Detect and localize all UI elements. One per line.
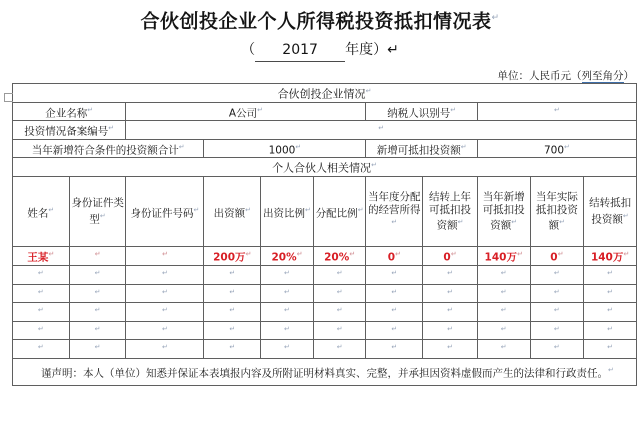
cell-id-number[interactable] bbox=[126, 303, 204, 322]
pilcrow-mark: ↵ bbox=[161, 324, 168, 333]
pilcrow-mark: ↵ bbox=[37, 306, 44, 315]
cell-contribution-amount[interactable] bbox=[204, 284, 261, 303]
year-line bbox=[0, 39, 640, 62]
enterprise-name-value[interactable] bbox=[126, 102, 366, 121]
pilcrow-mark: ↵ bbox=[336, 324, 343, 333]
cell-new-deductible[interactable] bbox=[477, 321, 530, 340]
cell-new-deductible[interactable] bbox=[477, 266, 530, 285]
pilcrow-mark: ↵ bbox=[284, 287, 290, 296]
column-header-carryover-prior-deductible-text: 结转上年可抵扣投资额 bbox=[429, 191, 472, 232]
unit-note bbox=[0, 69, 640, 83]
record-number-row bbox=[13, 121, 637, 140]
column-header-id-type-text: 身份证件类型 bbox=[71, 197, 124, 226]
pilcrow-mark: ↵ bbox=[447, 343, 453, 352]
column-header-distributed-income bbox=[366, 177, 423, 247]
taxpayer-id-value[interactable] bbox=[477, 102, 636, 121]
cell-contribution-amount[interactable] bbox=[204, 340, 261, 359]
pilcrow-mark: ↵ bbox=[447, 269, 453, 278]
pilcrow-mark: ↵ bbox=[447, 324, 453, 333]
cell-actual-deducted[interactable] bbox=[530, 303, 584, 322]
cell-actual-deducted[interactable] bbox=[530, 321, 584, 340]
partner-band-label bbox=[13, 158, 637, 177]
column-header-id-number bbox=[126, 177, 204, 247]
cell-distribution-ratio[interactable] bbox=[313, 321, 366, 340]
pilcrow-mark: ↵ bbox=[511, 218, 518, 227]
cell-distribution-ratio[interactable] bbox=[313, 303, 366, 322]
pilcrow-mark: ↵ bbox=[557, 250, 564, 259]
cell-id-number[interactable] bbox=[126, 247, 204, 266]
pilcrow-mark: ↵ bbox=[564, 142, 570, 151]
cell-id-number[interactable] bbox=[126, 284, 204, 303]
cell-carryover-deductible[interactable] bbox=[584, 303, 637, 322]
pilcrow-mark: ↵ bbox=[229, 306, 236, 315]
enterprise-name-label-text: 企业名称 bbox=[45, 107, 88, 120]
pilcrow-mark: ↵ bbox=[229, 324, 236, 333]
cell-actual-deducted[interactable] bbox=[530, 284, 584, 303]
pilcrow-mark: ↵ bbox=[371, 161, 377, 170]
cell-actual-deducted[interactable] bbox=[530, 340, 584, 359]
pilcrow-mark: ↵ bbox=[387, 42, 399, 59]
deductible-investment-label bbox=[366, 139, 477, 158]
pilcrow-mark: ↵ bbox=[94, 324, 101, 333]
declaration-text bbox=[13, 358, 637, 386]
enterprise-band-label bbox=[13, 84, 637, 103]
pilcrow-mark: ↵ bbox=[391, 269, 398, 278]
table-row[interactable] bbox=[13, 247, 637, 266]
page-title-text: 合伙创投企业个人所得税投资抵扣情况表 bbox=[140, 10, 492, 33]
pilcrow-mark: ↵ bbox=[245, 250, 252, 259]
pilcrow-mark: ↵ bbox=[608, 365, 614, 374]
cell-id-type[interactable] bbox=[69, 284, 126, 303]
pilcrow-mark: ↵ bbox=[450, 105, 457, 114]
cell-contribution-ratio[interactable] bbox=[261, 284, 314, 303]
cell-distribution-ratio-text: 20% bbox=[324, 251, 350, 264]
pilcrow-mark: ↵ bbox=[500, 324, 507, 333]
cell-id-type[interactable] bbox=[69, 266, 126, 285]
enterprise-band-text: 合伙创投企业情况 bbox=[277, 87, 366, 101]
pilcrow-mark: ↵ bbox=[336, 306, 343, 315]
cell-distributed-income[interactable] bbox=[366, 266, 423, 285]
pilcrow-mark: ↵ bbox=[48, 250, 55, 259]
taxpayer-id-label bbox=[366, 102, 477, 121]
new-investment-label-text: 当年新增符合条件的投资额合计 bbox=[31, 144, 179, 157]
cell-new-deductible[interactable] bbox=[477, 247, 530, 266]
column-header-id-type bbox=[69, 177, 126, 247]
pilcrow-mark: ↵ bbox=[305, 205, 311, 214]
pilcrow-mark: ↵ bbox=[37, 269, 44, 278]
pilcrow-mark: ↵ bbox=[37, 343, 44, 352]
pilcrow-mark: ↵ bbox=[161, 269, 168, 278]
pilcrow-mark: ↵ bbox=[94, 287, 101, 296]
record-number-label-text: 投资情况备案编号 bbox=[24, 125, 109, 138]
pilcrow-mark: ↵ bbox=[161, 306, 168, 315]
column-header-actual-deducted bbox=[530, 177, 584, 247]
form-table bbox=[12, 83, 637, 386]
pilcrow-mark: ↵ bbox=[378, 124, 385, 133]
pilcrow-mark: ↵ bbox=[295, 142, 302, 151]
cell-contribution-ratio[interactable] bbox=[261, 266, 314, 285]
pilcrow-mark: ↵ bbox=[500, 287, 507, 296]
pilcrow-mark: ↵ bbox=[457, 218, 464, 227]
cell-actual-deducted[interactable] bbox=[530, 247, 584, 266]
cell-distributed-income[interactable] bbox=[366, 340, 423, 359]
column-header-name bbox=[13, 177, 70, 247]
cell-contribution-amount[interactable] bbox=[204, 266, 261, 285]
pilcrow-mark: ↵ bbox=[161, 250, 168, 259]
pilcrow-mark: ↵ bbox=[336, 343, 343, 352]
cell-distributed-income[interactable] bbox=[366, 303, 423, 322]
pilcrow-mark: ↵ bbox=[447, 287, 453, 296]
cell-carryover-deductible[interactable] bbox=[584, 266, 637, 285]
pilcrow-mark: ↵ bbox=[391, 324, 398, 333]
pilcrow-mark: ↵ bbox=[622, 211, 629, 220]
cell-name[interactable] bbox=[13, 266, 70, 285]
cell-name[interactable] bbox=[13, 247, 70, 266]
pilcrow-mark: ↵ bbox=[161, 287, 168, 296]
pilcrow-mark: ↵ bbox=[391, 306, 398, 315]
column-header-new-deductible-text: 当年新增可抵扣投资额 bbox=[482, 191, 525, 232]
year-input[interactable]: 2017 bbox=[255, 39, 345, 62]
pilcrow-mark: ↵ bbox=[87, 105, 94, 114]
cell-contribution-amount-text: 200万 bbox=[213, 251, 246, 264]
record-number-label bbox=[13, 121, 126, 140]
pilcrow-mark: ↵ bbox=[94, 269, 101, 278]
pilcrow-mark: ↵ bbox=[296, 250, 303, 259]
pilcrow-mark: ↵ bbox=[559, 218, 566, 227]
declaration-text-content: 谨声明：本人（单位）知悉并保证本表填报内容及所附证明材料真实、完整，并承担因资料虚假而产生的法律和行政责任。 bbox=[41, 367, 608, 380]
pilcrow-mark: ↵ bbox=[357, 205, 364, 214]
column-header-distribution-ratio-text: 分配比例 bbox=[315, 207, 358, 220]
cell-carryover-deductible[interactable] bbox=[584, 247, 637, 266]
pilcrow-mark: ↵ bbox=[94, 306, 101, 315]
cell-distribution-ratio[interactable] bbox=[313, 284, 366, 303]
column-header-carryover-deductible-text: 结转抵扣投资额 bbox=[589, 197, 632, 226]
cell-contribution-amount[interactable] bbox=[204, 303, 261, 322]
unit-note-underlined: 列至角分 bbox=[581, 70, 624, 83]
pilcrow-mark: ↵ bbox=[607, 306, 614, 315]
partner-band-text: 个人合伙人相关情况 bbox=[272, 162, 372, 176]
table-row[interactable] bbox=[13, 321, 637, 340]
cell-distribution-ratio[interactable] bbox=[313, 266, 366, 285]
column-header-name-text: 姓名 bbox=[27, 207, 49, 220]
pilcrow-mark: ↵ bbox=[491, 13, 500, 23]
enterprise-band-row bbox=[13, 84, 637, 103]
new-investment-value-text: 1000 bbox=[268, 144, 296, 157]
pilcrow-mark: ↵ bbox=[229, 343, 236, 352]
deductible-investment-value[interactable] bbox=[477, 139, 636, 158]
pilcrow-mark: ↵ bbox=[553, 324, 560, 333]
cell-carryover-prior-deductible[interactable] bbox=[423, 340, 478, 359]
cell-carryover-prior-deductible[interactable] bbox=[423, 321, 478, 340]
cell-carryover-prior-deductible[interactable] bbox=[423, 266, 478, 285]
cell-carryover-deductible-text: 140万 bbox=[590, 251, 624, 264]
cell-contribution-ratio[interactable] bbox=[261, 340, 314, 359]
enterprise-name-value-text: A公司 bbox=[228, 107, 258, 120]
page-title bbox=[0, 0, 640, 34]
cell-id-type[interactable] bbox=[69, 321, 126, 340]
record-number-value[interactable] bbox=[126, 121, 637, 140]
pilcrow-mark: ↵ bbox=[349, 250, 356, 259]
pilcrow-mark: ↵ bbox=[607, 324, 614, 333]
column-header-contribution-amount bbox=[204, 177, 261, 247]
pilcrow-mark: ↵ bbox=[607, 269, 614, 278]
pilcrow-mark: ↵ bbox=[284, 343, 290, 352]
new-investment-value[interactable] bbox=[204, 139, 366, 158]
pilcrow-mark: ↵ bbox=[460, 142, 467, 151]
cell-distributed-income[interactable] bbox=[366, 247, 423, 266]
pilcrow-mark: ↵ bbox=[94, 343, 101, 352]
enterprise-name-row bbox=[13, 102, 637, 121]
new-investment-row bbox=[13, 139, 637, 158]
column-header-distribution-ratio bbox=[313, 177, 366, 247]
declaration-row bbox=[13, 358, 637, 386]
cell-name-text: 王某 bbox=[27, 251, 49, 264]
cell-contribution-ratio-text: 20% bbox=[271, 251, 297, 264]
cell-name[interactable] bbox=[13, 303, 70, 322]
cell-carryover-prior-deductible[interactable] bbox=[423, 303, 478, 322]
pilcrow-mark: ↵ bbox=[257, 105, 263, 114]
unit-note-prefix: 单位：人民币元（ bbox=[497, 70, 582, 83]
margin-tick-mark bbox=[4, 93, 13, 102]
table-row[interactable] bbox=[13, 340, 637, 359]
pilcrow-mark: ↵ bbox=[553, 105, 560, 114]
cell-new-deductible[interactable] bbox=[477, 303, 530, 322]
cell-contribution-ratio[interactable] bbox=[261, 321, 314, 340]
cell-id-number[interactable] bbox=[126, 340, 204, 359]
cell-distributed-income-text: 0 bbox=[387, 251, 396, 264]
cell-id-number[interactable] bbox=[126, 321, 204, 340]
enterprise-name-label bbox=[13, 102, 126, 121]
pilcrow-mark: ↵ bbox=[391, 343, 398, 352]
partner-header-row bbox=[13, 177, 637, 247]
year-paren-open: （ bbox=[241, 42, 256, 59]
pilcrow-mark: ↵ bbox=[37, 287, 44, 296]
pilcrow-mark: ↵ bbox=[336, 287, 343, 296]
new-investment-label bbox=[13, 139, 204, 158]
pilcrow-mark: ↵ bbox=[193, 205, 200, 214]
pilcrow-mark: ↵ bbox=[447, 306, 453, 315]
cell-actual-deducted-text: 0 bbox=[550, 251, 558, 264]
pilcrow-mark: ↵ bbox=[391, 218, 398, 227]
pilcrow-mark: ↵ bbox=[553, 306, 560, 315]
pilcrow-mark: ↵ bbox=[229, 287, 236, 296]
taxpayer-id-label-text: 纳税人识别号 bbox=[387, 107, 451, 120]
cell-distributed-income[interactable] bbox=[366, 321, 423, 340]
cell-id-type[interactable] bbox=[69, 340, 126, 359]
cell-carryover-prior-deductible[interactable] bbox=[423, 284, 478, 303]
cell-carryover-prior-deductible-text: 0 bbox=[443, 251, 451, 264]
cell-actual-deducted[interactable] bbox=[530, 266, 584, 285]
deductible-investment-label-text: 新增可抵扣投资额 bbox=[376, 144, 461, 157]
pilcrow-mark: ↵ bbox=[516, 250, 523, 259]
pilcrow-mark: ↵ bbox=[48, 205, 55, 214]
pilcrow-mark: ↵ bbox=[229, 269, 236, 278]
pilcrow-mark: ↵ bbox=[108, 124, 115, 133]
pilcrow-mark: ↵ bbox=[161, 343, 168, 352]
partner-band-row bbox=[13, 158, 637, 177]
cell-id-type[interactable] bbox=[69, 247, 126, 266]
cell-name[interactable] bbox=[13, 321, 70, 340]
column-header-carryover-deductible bbox=[584, 177, 637, 247]
cell-carryover-deductible[interactable] bbox=[584, 340, 637, 359]
cell-new-deductible[interactable] bbox=[477, 340, 530, 359]
column-header-new-deductible bbox=[477, 177, 530, 247]
cell-distributed-income[interactable] bbox=[366, 284, 423, 303]
pilcrow-mark: ↵ bbox=[607, 287, 614, 296]
cell-contribution-ratio[interactable] bbox=[261, 303, 314, 322]
pilcrow-mark: ↵ bbox=[178, 142, 185, 151]
table-row[interactable] bbox=[13, 303, 637, 322]
cell-carryover-prior-deductible[interactable] bbox=[423, 247, 478, 266]
pilcrow-mark: ↵ bbox=[37, 324, 44, 333]
pilcrow-mark: ↵ bbox=[284, 324, 290, 333]
cell-distribution-ratio[interactable] bbox=[313, 340, 366, 359]
pilcrow-mark: ↵ bbox=[245, 205, 251, 214]
column-header-contribution-ratio-text: 出资比例 bbox=[263, 207, 306, 220]
column-header-id-number-text: 身份证件号码 bbox=[130, 207, 194, 220]
cell-id-type[interactable] bbox=[69, 303, 126, 322]
pilcrow-mark: ↵ bbox=[365, 87, 372, 96]
year-paren-close: 年度） bbox=[345, 42, 388, 59]
cell-name[interactable] bbox=[13, 340, 70, 359]
cell-id-number[interactable] bbox=[126, 266, 204, 285]
cell-contribution-amount[interactable] bbox=[204, 247, 261, 266]
column-header-carryover-prior-deductible bbox=[423, 177, 478, 247]
pilcrow-mark: ↵ bbox=[500, 343, 507, 352]
cell-contribution-amount[interactable] bbox=[204, 321, 261, 340]
pilcrow-mark: ↵ bbox=[607, 343, 614, 352]
pilcrow-mark: ↵ bbox=[284, 269, 290, 278]
column-header-distributed-income-text: 当年度分配的经营所得 bbox=[368, 191, 421, 216]
cell-distribution-ratio[interactable] bbox=[313, 247, 366, 266]
column-header-contribution-amount-text: 出资额 bbox=[213, 207, 246, 220]
pilcrow-mark: ↵ bbox=[553, 343, 560, 352]
pilcrow-mark: ↵ bbox=[553, 287, 560, 296]
deductible-investment-value-text: 700 bbox=[543, 144, 565, 157]
pilcrow-mark: ↵ bbox=[336, 269, 343, 278]
pilcrow-mark: ↵ bbox=[284, 306, 290, 315]
cell-new-deductible[interactable] bbox=[477, 284, 530, 303]
unit-note-suffix: ） bbox=[623, 70, 634, 83]
table-row[interactable] bbox=[13, 284, 637, 303]
cell-contribution-ratio[interactable] bbox=[261, 247, 314, 266]
pilcrow-mark: ↵ bbox=[450, 250, 457, 259]
pilcrow-mark: ↵ bbox=[99, 211, 106, 220]
cell-carryover-deductible[interactable] bbox=[584, 321, 637, 340]
column-header-actual-deducted-text: 当年实际抵扣投资额 bbox=[535, 191, 578, 232]
pilcrow-mark: ↵ bbox=[395, 250, 401, 259]
cell-name[interactable] bbox=[13, 284, 70, 303]
cell-new-deductible-text: 140万 bbox=[484, 251, 517, 264]
pilcrow-mark: ↵ bbox=[623, 250, 630, 259]
column-header-contribution-ratio bbox=[261, 177, 314, 247]
pilcrow-mark: ↵ bbox=[500, 269, 507, 278]
pilcrow-mark: ↵ bbox=[391, 287, 398, 296]
table-row[interactable] bbox=[13, 266, 637, 285]
pilcrow-mark: ↵ bbox=[94, 250, 101, 259]
pilcrow-mark: ↵ bbox=[553, 269, 560, 278]
cell-carryover-deductible[interactable] bbox=[584, 284, 637, 303]
pilcrow-mark: ↵ bbox=[500, 306, 507, 315]
